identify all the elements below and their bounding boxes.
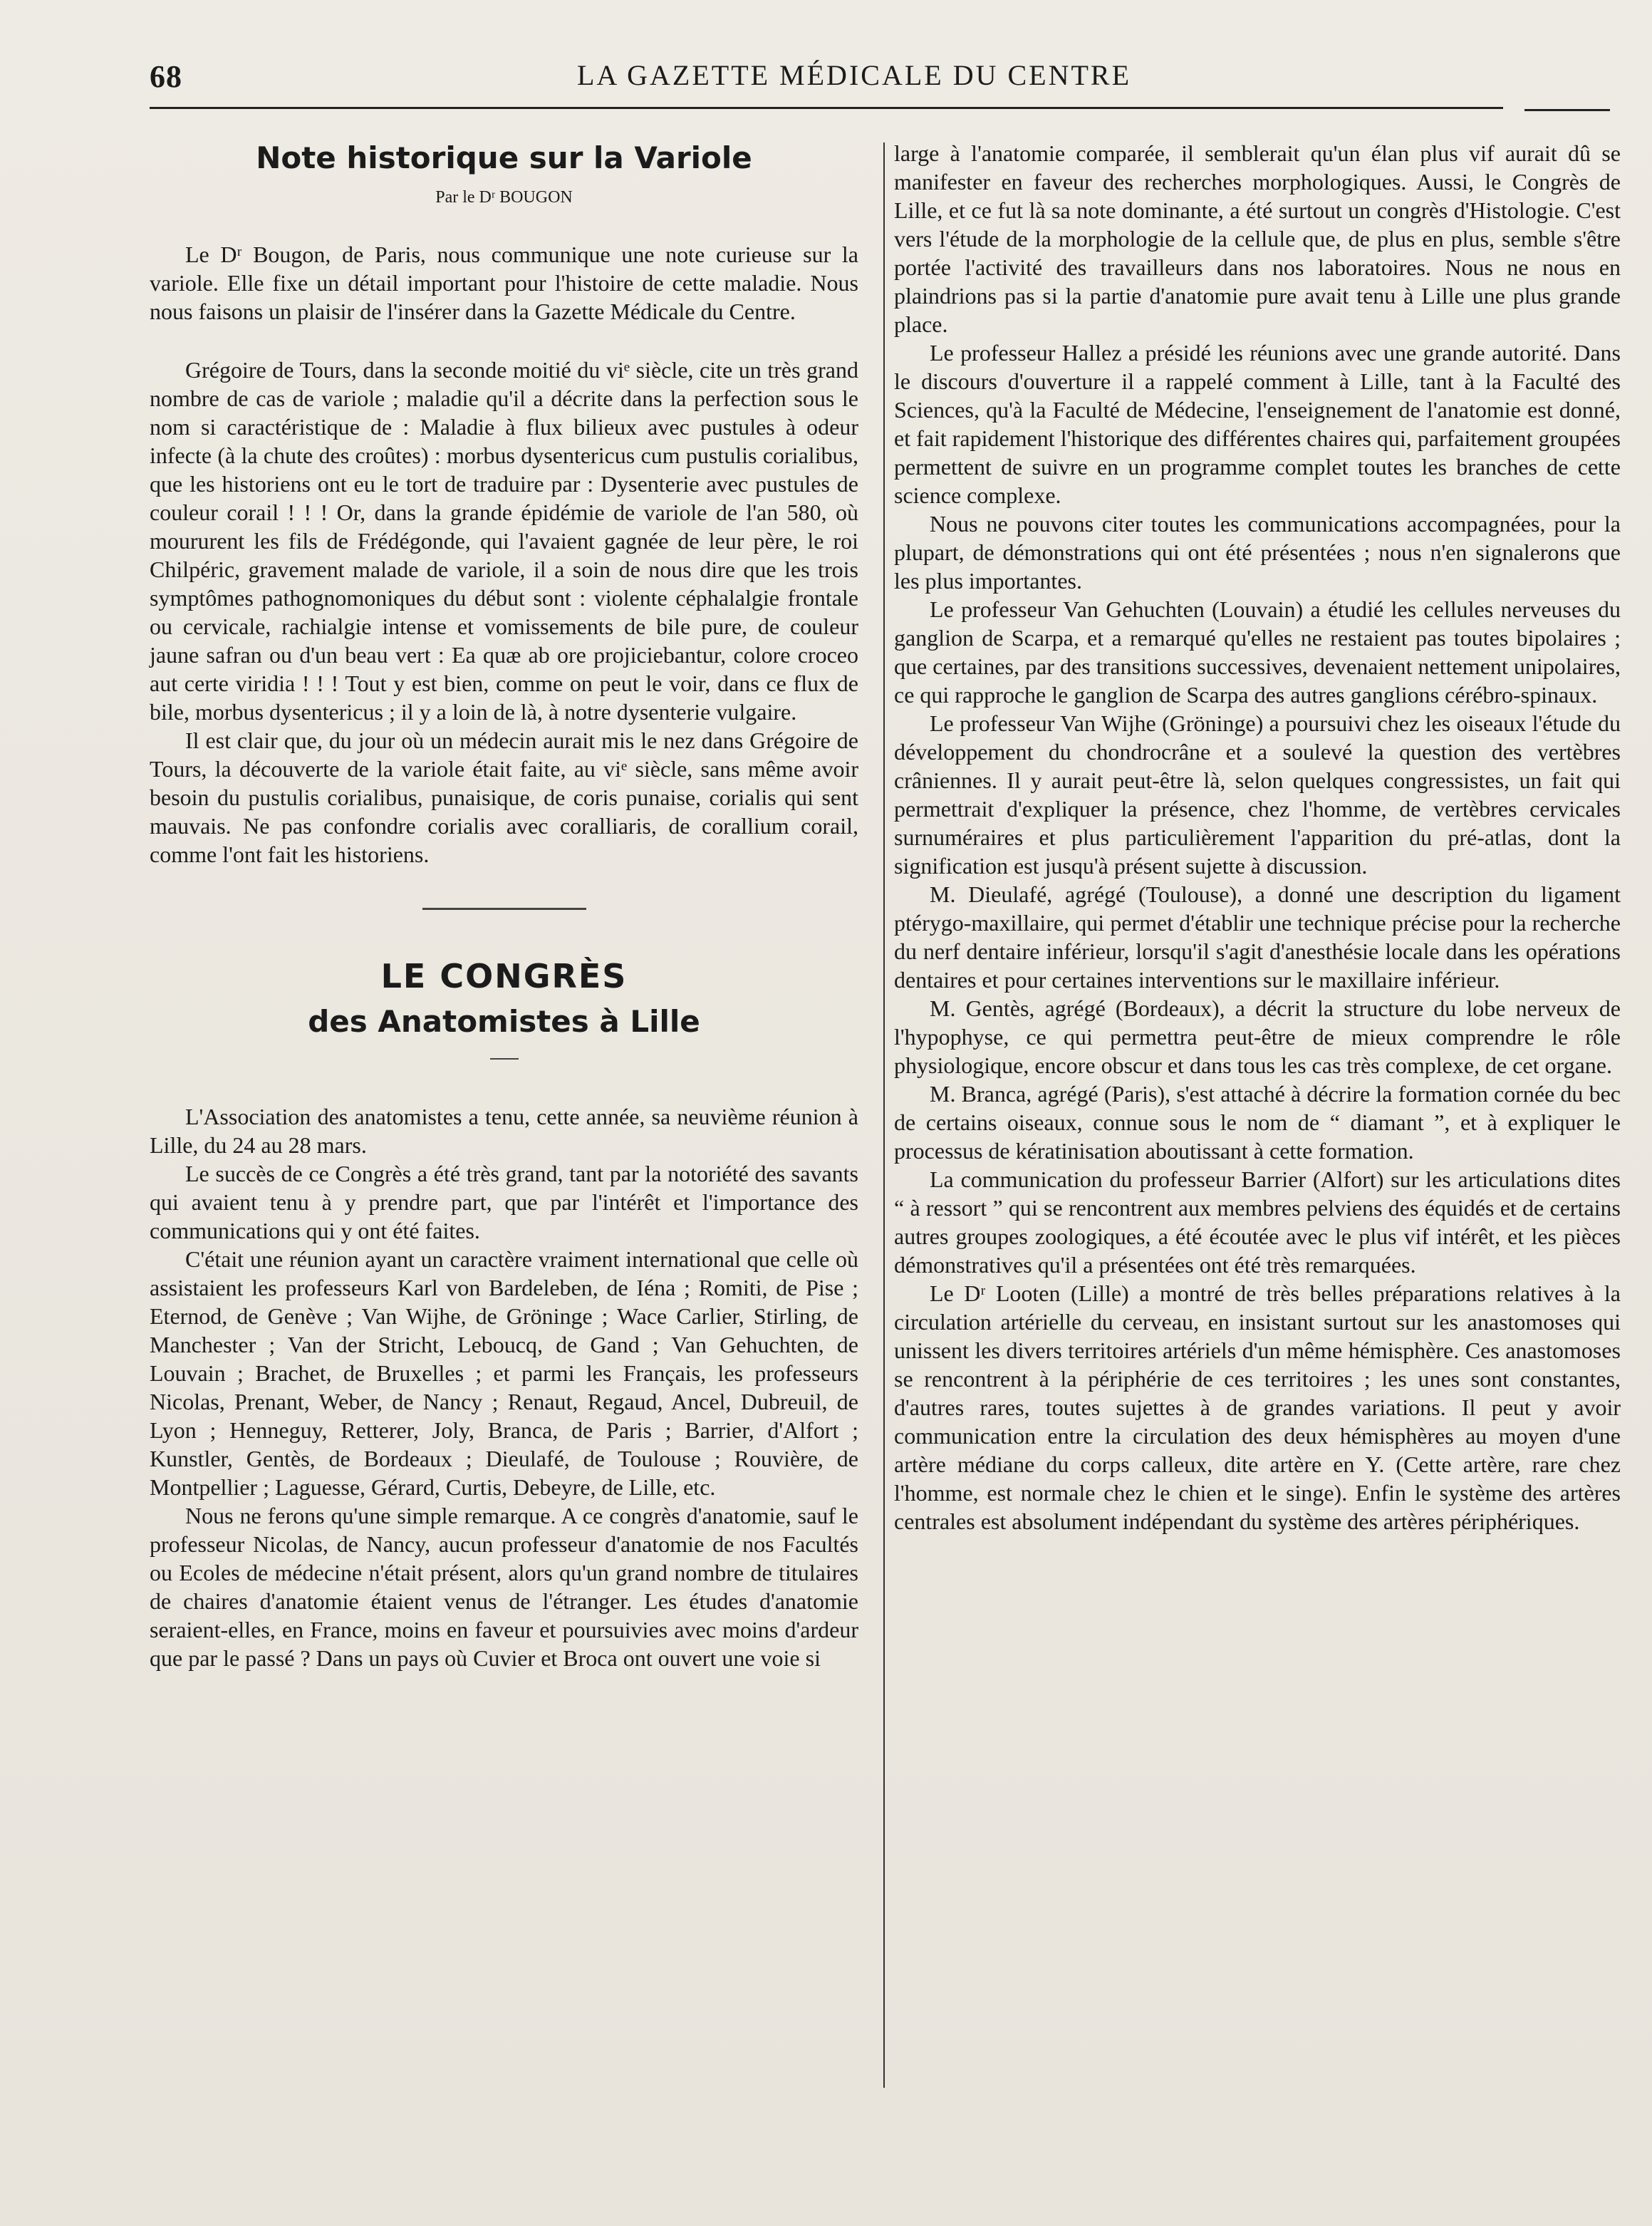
article-title-variole: Note historique sur la Variole [256, 140, 752, 175]
column-divider [883, 143, 885, 2088]
body-paragraph: Le professeur Van Wijhe (Gröninge) a poursuivi chez les oiseaux l'étude du développement du chondrocrâne et a soulevé la question des vertèbres crâniennes. Il y aurait peut-être là, selon quelques congressistes, un fait qui permettrait d'expliquer la présence, chez l'homme, de vertèbres cervicales surnuméraires et plus particulièrement l'apparition du pré-atlas, dont la signification est jusqu'à présent sujette à discussion. [894, 710, 1621, 879]
header-rule-end [1524, 109, 1610, 111]
article-subtitle-congres: des Anatomistes à Lille [308, 1004, 700, 1039]
body-paragraph: La communication du professeur Barrier (Alfort) sur les articulations dites “ à ressort ” qui se rencontrent aux membres pelviens des équidés et de certains autres groupes zoologiques, a été écoutée avec le plus vif intérêt, et les pièces démonstratives qu'il a présentées ont été très remarquées. [894, 1166, 1621, 1278]
body-paragraph: M. Branca, agrégé (Paris), s'est attaché à décrire la formation cornée du bec de certains oiseaux, connue sous le nom de “ diamant ”, et à expliquer le processus de kératinisation aboutissant à cette formation. [894, 1081, 1621, 1164]
page-header [150, 58, 1503, 101]
body-paragraph: M. Dieulafé, agrégé (Toulouse), a donné une description du ligament ptérygo-maxillaire, qui permet d'établir une technique précise pour la recherche du nerf dentaire inférieur, lorsqu'il s'agit d'anesthésie locale dans les opérations dentaires et pour certaines interventions sur le maxillaire inférieur. [894, 881, 1621, 993]
body-paragraph: Grégoire de Tours, dans la seconde moitié du viᵉ siècle, cite un très grand nombre de cas de variole ; maladie qu'il a décrite dans la perfection sous le nom si caractéristique de : Maladie à flux bilieux avec pustules à odeur infecte (à la chute des croûtes) : morbus dysentericus cum pustulis corialibus, que les historiens ont eu le tort de traduire par : Dysenterie avec pustules de couleur corail ! ! ! Or, dans la grande épidémie de variole de l'an 580, où moururent les fils de Frédégonde, qui l'avaient gagnée de leur père, le roi Chilpéric, gravement malade de variole, il a soin de nous dire que les trois symptômes pathognomoniques du début sont : violente céphalalgie frontale ou cervicale, rachialgie intense et vomissements de bile pure, de couleur jaune safran ou d'un beau vert : Ea quæ ab ore projiciebantur, colore croceo aut certe viridia ! ! ! Tout y est bien, comme on peut le voir, dans ce flux de bile, morbus dysentericus ; il y a loin de là, à notre dysenterie vulgaire. [150, 357, 858, 725]
page-number: 68 [150, 59, 182, 94]
header-rule [150, 107, 1503, 109]
body-paragraph: Il est clair que, du jour où un médecin aurait mis le nez dans Grégoire de Tours, la découverte de la variole était faite, au viᵉ siècle, sans même avoir besoin du pustulis corialibus, punaisique, de coris punaise, corialis qui sent mauvais. Ne pas confondre corialis avec coralliaris, de corallium corail, comme l'ont fait les historiens. [150, 728, 858, 867]
body-paragraph: Le Dʳ Looten (Lille) a montré de très belles préparations relatives à la circulation artérielle du cerveau, en insistant surtout sur les anastomoses qui unissent les divers territoires artériels d'un même hémisphère. Ces anastomoses se rencontrent à la périphérie de ces territoires ; les unes sont constantes, d'autres rares, toutes sujettes à de grandes variations. Il peut y avoir communication entre la circulation des deux hémisphères au moyen d'une artère médiane du corps calleux, dite artère en Y. (Cette artère, rare chez l'homme, est normale chez le chien et le singe). Enfin le système des artères centrales est absolument indépendant du système des artères périphériques. [894, 1280, 1621, 1534]
journal-title: LA GAZETTE MÉDICALE DU CENTRE [577, 59, 1132, 91]
body-paragraph: L'Association des anatomistes a tenu, cette année, sa neuvième réunion à Lille, du 24 au 28 mars. [150, 1104, 858, 1158]
body-paragraph: Le professeur Van Gehuchten (Louvain) a étudié les cellules nerveuses du ganglion de Scarpa, et a remarqué qu'elles ne restaient pas toutes bipolaires ; que certaines, par des transitions successives, devenaient nettement unipolaires, ce qui rapproche le ganglion de Scarpa des autres ganglions cérébro-spinaux. [894, 596, 1621, 708]
paragraph-gap [150, 326, 858, 356]
body-paragraph: Nous ne pouvons citer toutes les communications accompagnées, pour la plupart, de démonstrations qui ont été présentées ; nous n'en signalerons que les plus importantes. [894, 511, 1621, 594]
body-paragraph: C'était une réunion ayant un caractère vraiment international que celle où assistaient les professeurs Karl von Bardeleben, de Iéna ; Romiti, de Pise ; Eternod, de Genève ; Van Wijhe, de Gröninge ; Wace Carlier, Stirling, de Manchester ; Van der Stricht, Leboucq, de Gand ; Van Gehuchten, de Louvain ; Brachet, de Bruxelles ; et parmi les Français, les professeurs Nicolas, Prenant, Weber, de Nancy ; Renaut, Regaud, Ancel, Dubreuil, de Lyon ; Henneguy, Retterer, Joly, Branca, de Paris ; Barrier, d'Alfort ; Kunstler, Gentès, de Bordeaux ; Dieulafé, de Toulouse ; Rouvière, de Montpellier ; Laguesse, Gérard, Curtis, Debeyre, de Lille, etc. [150, 1246, 858, 1500]
body-paragraph: Nous ne ferons qu'une simple remarque. A ce congrès d'anatomie, sauf le professeur Nicolas, de Nancy, aucun professeur d'anatomie de nos Facultés ou Ecoles de médecine n'était présent, alors qu'un grand nombre de titulaires de chaires d'anatomie étaient venus de l'étranger. Les études d'anatomie seraient-elles, en France, moins en faveur et poursuivies avec moins d'ardeur que par le passé ? Dans un pays où Cuvier et Broca ont ouvert une voie si [150, 1503, 858, 1671]
title-dash [490, 1058, 519, 1060]
intro-paragraph: Le Dʳ Bougon, de Paris, nous communique une note curieuse sur la variole. Elle fixe un détail important pour l'histoire de cette maladie. Nous nous faisons un plaisir de l'insérer dans la Gazette Médicale du Centre. [150, 242, 858, 324]
body-paragraph: Le succès de ce Congrès a été très grand, tant par la notoriété des savants qui avaient tenu à y prendre part, que par l'intérêt et l'importance des communications qui y ont été faites. [150, 1161, 858, 1243]
body-paragraph: large à l'anatomie comparée, il semblerait qu'un élan plus vif aurait dû se manifester en faveur des recherches morphologiques. Aussi, le Congrès de Lille, et ce fut là sa note dominante, a été surtout un congrès d'Histologie. C'est vers l'étude de la morphologie de la cellule que, de plus en plus, semble s'être portée l'activité des travailleurs dans nos laboratoires. Nous ne nous en plaindrions pas si la partie d'anatomie pure avait tenu à Lille une plus grande place. [894, 140, 1621, 337]
body-paragraph: M. Gentès, agrégé (Bordeaux), a décrit la structure du lobe nerveux de l'hypophyse, ce qui permettra peut-être de mieux comprendre le rôle physiologique, encore obscur et dans tous les cas très complexe, de cet organe. [894, 995, 1621, 1078]
right-column [894, 139, 1621, 1536]
left-column [150, 139, 858, 1672]
article-byline: Par le Dʳ BOUGON [435, 188, 573, 207]
article-separator [422, 908, 586, 910]
body-paragraph: Le professeur Hallez a présidé les réunions avec une grande autorité. Dans le discours d'ouverture il a rappelé comment à Lille, tant à la Faculté des Sciences, qu'à la Faculté de Médecine, l'enseignement de l'anatomie est donné, et fait rapidement l'historique des différentes chaires qui, parfaitement groupées permettent de suivre en un programme complet toutes les branches de cette science complexe. [894, 340, 1621, 508]
article-title-congres: LE CONGRÈS [380, 957, 628, 995]
